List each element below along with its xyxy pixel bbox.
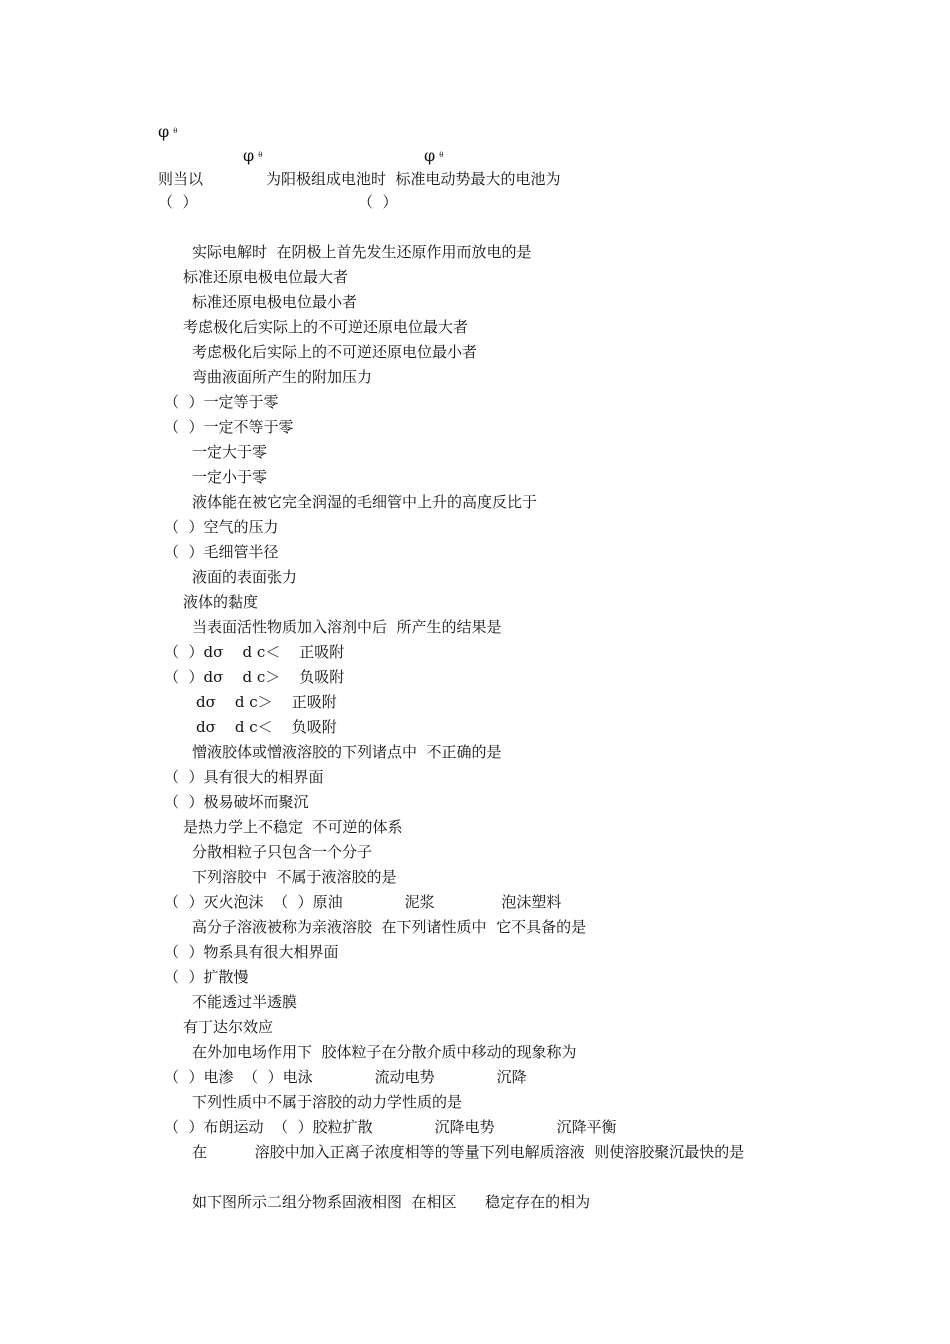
option-text: 液体的黏度 [183,593,259,611]
option-bracket: （ ） [158,193,198,211]
question-text: 实际电解时 在阴极上首先发生还原作用而放电的是 [192,243,532,261]
option-text: 标准还原电极电位最大者 [183,268,349,286]
phi-symbol: φ $^\theta$ [158,122,178,141]
question-text: 憎液胶体或憎液溶胶的下列诸点中 不正确的是 [192,743,502,761]
option-text: 考虑极化后实际上的不可逆还原电位最小者 [192,343,478,361]
option-text: 不能透过半透膜 [192,993,298,1011]
option-text: （ ）布朗运动 （ ）胶粒扩散 沉降电势 沉降平衡 [164,1118,617,1136]
phi-symbol: φ $^\theta$ [243,146,263,165]
option-text: 考虑极化后实际上的不可逆还原电位最大者 [183,318,469,336]
option-text: （ ）空气的压力 [164,518,279,536]
option-text: （ ）扩散慢 [164,968,249,986]
question-text: 在外加电场作用下 胶体粒子在分散介质中移动的现象称为 [192,1043,577,1061]
question-text: 则当以 [158,170,204,188]
question-text: 下列性质中不属于溶胶的动力学性质的是 [192,1093,463,1111]
option-bracket: （ ） [358,193,398,211]
option-text: 液面的表面张力 [192,568,298,586]
option-text: 分散相粒子只包含一个分子 [192,843,373,861]
option-text: 有丁达尔效应 [183,1018,274,1036]
option-text: （ ）dσ d c＜ 正吸附 [164,643,345,661]
option-text: （ ）dσ d c＞ 负吸附 [164,668,345,686]
option-text: 是热力学上不稳定 不可逆的体系 [183,818,403,836]
option-text: 一定小于零 [192,468,268,486]
question-text: 为阳极组成电池时 标准电动势最大的电池为 [266,170,561,188]
option-text: （ ）物系具有很大相界面 [164,943,339,961]
question-text: 当表面活性物质加入溶剂中后 所产生的结果是 [192,618,502,636]
question-text: 液体能在被它完全润湿的毛细管中上升的高度反比于 [192,493,538,511]
question-text: 弯曲液面所产生的附加压力 [192,368,373,386]
option-text: （ ）具有很大的相界面 [164,768,324,786]
option-text: 标准还原电极电位最小者 [192,293,358,311]
option-text: （ ）一定等于零 [164,393,279,411]
option-text: （ ）电渗 （ ）电泳 流动电势 沉降 [164,1068,527,1086]
question-text: 如下图所示二组分物系固液相图 在相区 稳定存在的相为 [192,1193,591,1211]
question-text: 高分子溶液被称为亲液溶胶 在下列诸性质中 它不具备的是 [192,918,587,936]
option-text: dσ d c＜ 负吸附 [196,718,337,736]
question-text: 下列溶胶中 不属于液溶胶的是 [192,868,397,886]
option-text: （ ）毛细管半径 [164,543,279,561]
option-text: （ ）极易破坏而聚沉 [164,793,309,811]
option-text: dσ d c＞ 正吸附 [196,693,337,711]
option-text: （ ）灭火泡沫 （ ）原油 泥浆 泡沫塑料 [164,893,562,911]
question-text: 在 溶胶中加入正离子浓度相等的等量下列电解质溶液 则使溶胶聚沉最快的是 [192,1143,745,1161]
option-text: 一定大于零 [192,443,268,461]
phi-symbol: φ $^\theta$ [424,146,444,165]
option-text: （ ）一定不等于零 [164,418,294,436]
